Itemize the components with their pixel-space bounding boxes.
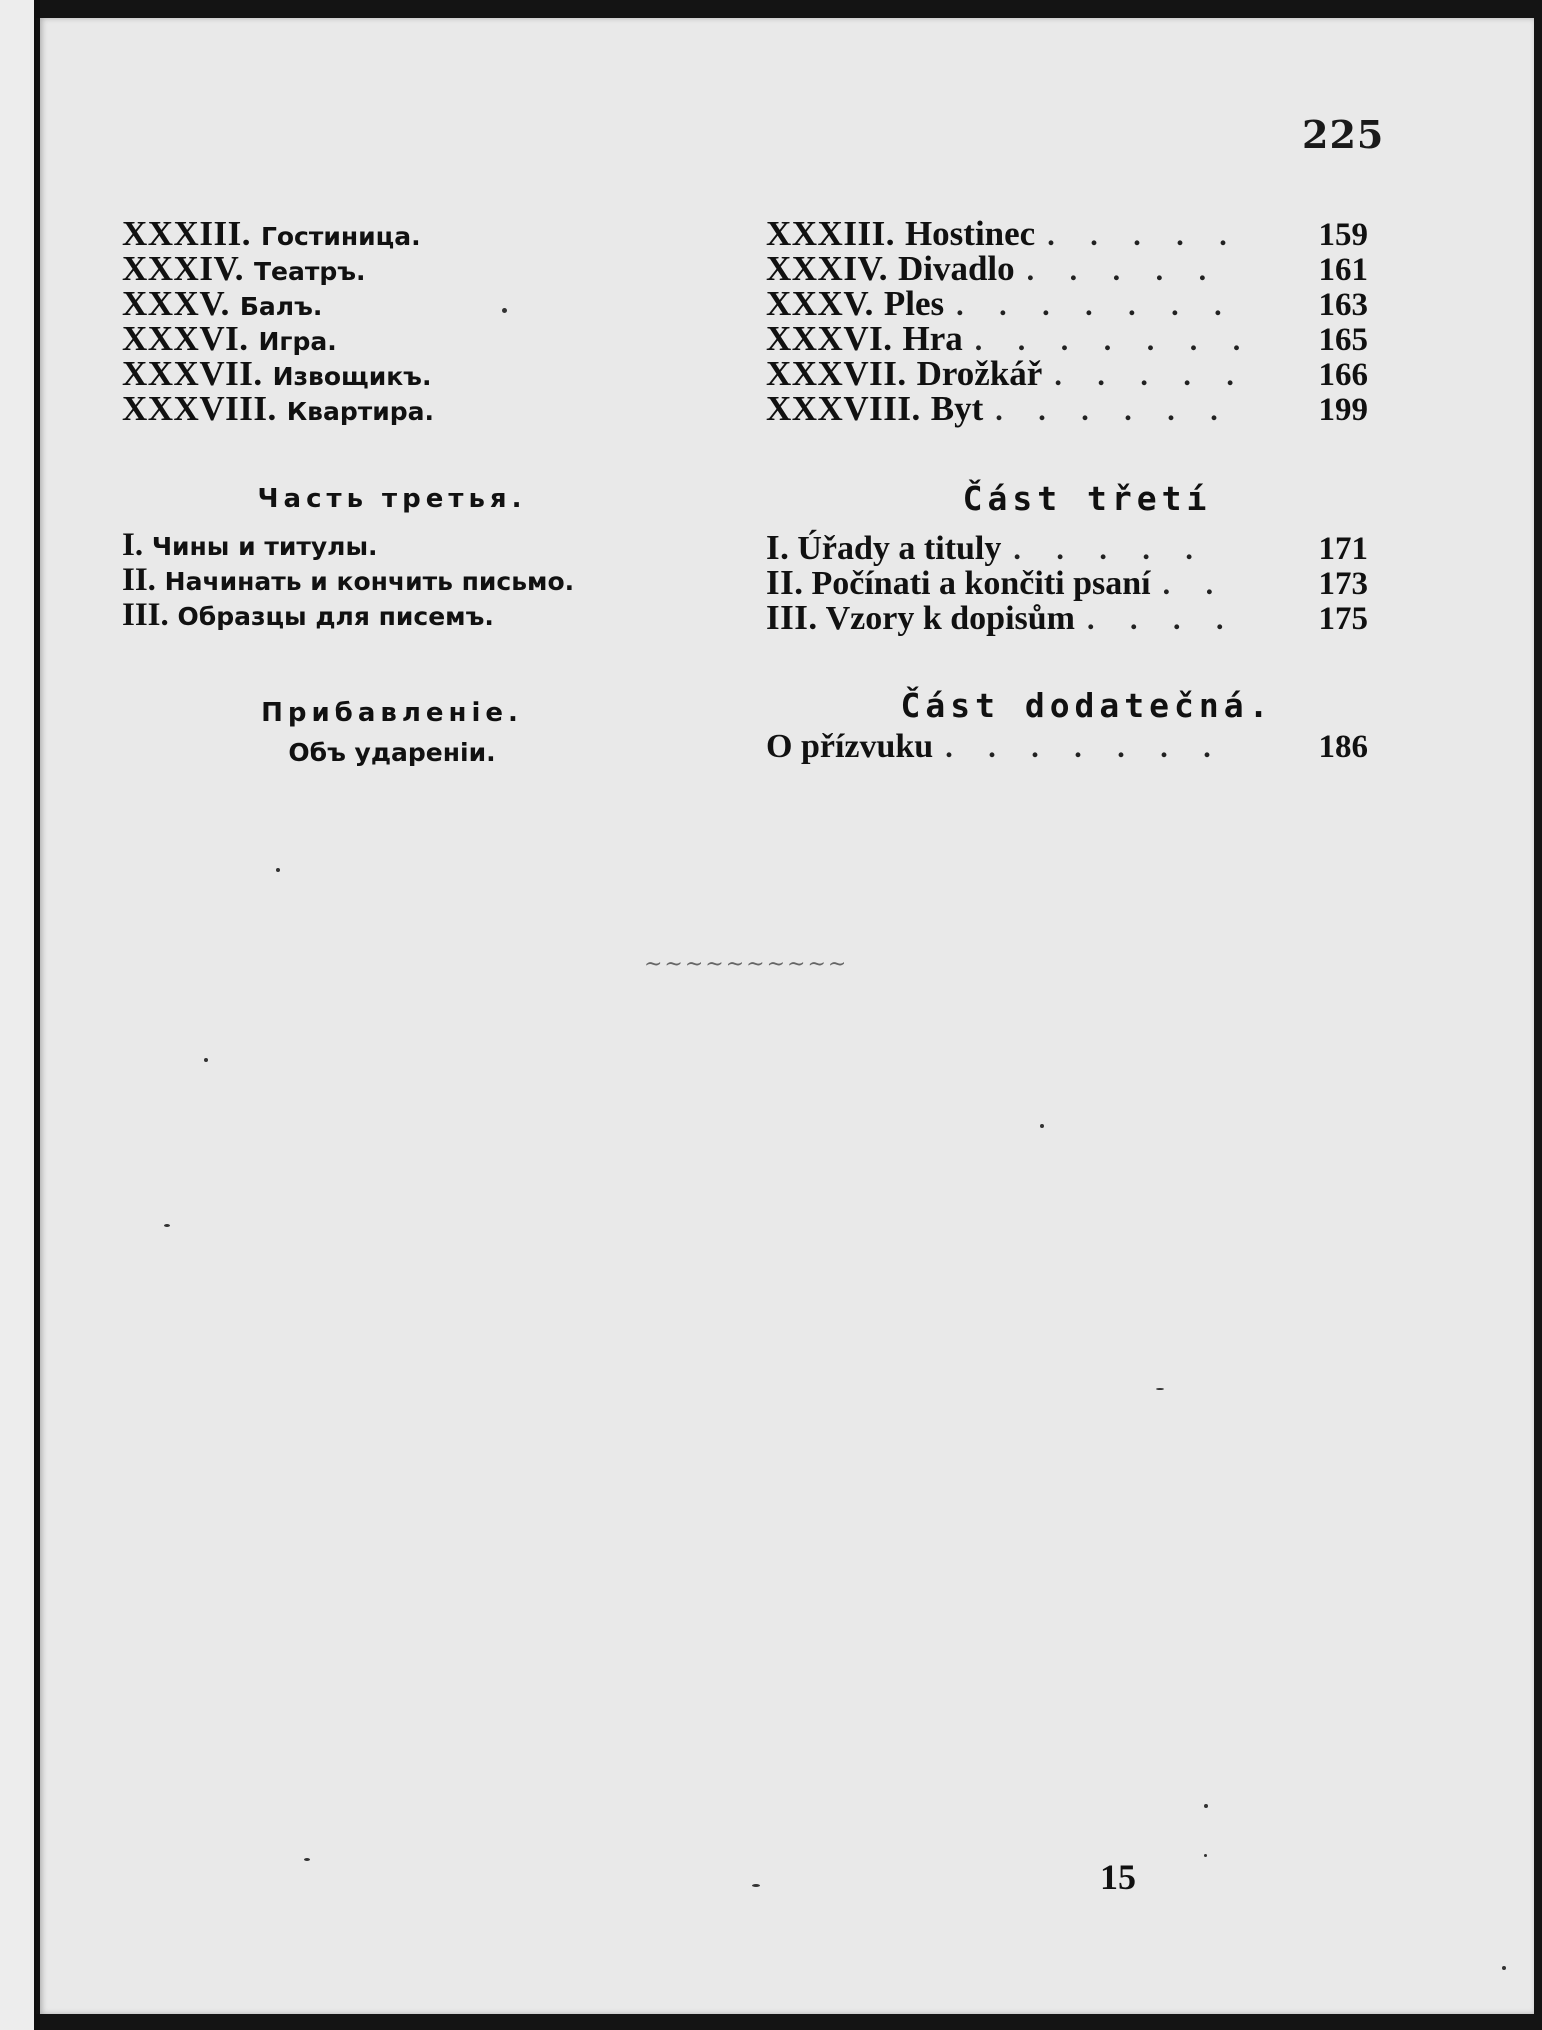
ru-entry-number: XXXIV. — [122, 249, 244, 288]
book-page — [36, 18, 1534, 2014]
leader-dots: . . . . . . . — [974, 324, 1255, 357]
ru-entry-title: Начинать и кончить письмо. — [164, 567, 575, 596]
cs-toc-entry — [766, 356, 1368, 391]
scan-speck — [164, 1224, 170, 1227]
cs-appendix-entry — [766, 729, 1368, 764]
scan-speck — [1204, 1854, 1207, 1857]
signature-mark: 15 — [1100, 1857, 1136, 1897]
ru-toc-entry — [122, 356, 662, 391]
cs-entry-page: 163 — [1318, 287, 1368, 323]
scan-speck — [1502, 1966, 1506, 1970]
cs-toc-entry — [766, 286, 1368, 321]
ru-entry-title: Извощикъ. — [272, 362, 432, 391]
ru-toc-entry — [122, 321, 662, 356]
ru-entry-number: XXXIII. — [122, 214, 251, 253]
cs-toc-entry — [766, 565, 1368, 600]
cs-entry-number: I. — [766, 528, 790, 567]
cs-entry-page: 186 — [1318, 729, 1368, 765]
cs-entry-number: III. — [766, 598, 818, 637]
cs-entry-page: 166 — [1318, 357, 1368, 393]
cs-entry-page: 165 — [1318, 322, 1368, 358]
ru-toc-entry — [122, 286, 662, 321]
cs-entry-page: 159 — [1318, 217, 1368, 253]
cs-entry-page: 199 — [1318, 392, 1368, 428]
cs-entry-number: XXXIII. — [766, 214, 895, 253]
ru-entry-title: Образцы для писемъ. — [177, 602, 494, 631]
end-ornament: ~~~~~~~~~~ — [644, 952, 849, 977]
ru-entry-title: Игра. — [258, 327, 337, 356]
cs-entry-number: XXXVIII. — [766, 389, 921, 428]
cs-entry-title: Hra — [902, 319, 963, 358]
ru-toc-entry — [122, 598, 662, 633]
leader-dots: . . . . . . . — [956, 289, 1236, 322]
cs-entry-page: 171 — [1318, 531, 1368, 567]
scan-speck — [1156, 1388, 1164, 1390]
ru-part3-heading: Часть третья. — [257, 484, 527, 514]
scan-speck — [502, 308, 507, 313]
ru-entry-title: Квартира. — [286, 397, 435, 426]
cs-entry-title: Vzory k dopisům — [825, 600, 1075, 637]
scan-speck — [304, 1858, 310, 1861]
ru-entry-title: Чины и титулы. — [151, 532, 378, 561]
ru-toc-entry — [122, 216, 662, 251]
cs-toc-entry — [766, 600, 1368, 635]
scan-speck — [1204, 1804, 1208, 1808]
ru-entry-number: XXXVI. — [122, 319, 249, 358]
cs-toc-entry — [766, 391, 1368, 426]
scan-left-edge — [0, 0, 40, 2030]
leader-dots: . . . . . — [1047, 219, 1241, 252]
ru-entry-title: Гостиница. — [260, 222, 421, 251]
cs-entry-title: Byt — [930, 389, 984, 428]
leader-dots: . . . . — [1087, 603, 1238, 636]
cs-entry-title: Počínati a končiti psaní — [811, 565, 1151, 602]
ru-entry-number: XXXVIII. — [122, 389, 277, 428]
cs-toc-entry — [766, 216, 1368, 251]
cs-entry-page: 175 — [1318, 601, 1368, 637]
page-number: 225 — [1302, 112, 1385, 157]
ru-entry-number: XXXVII. — [122, 354, 263, 393]
czech-chapter-list — [766, 216, 1368, 426]
cs-part3-list — [766, 530, 1368, 635]
ru-entry-number: XXXV. — [122, 284, 230, 323]
ru-part3-list — [122, 528, 662, 633]
cs-entry-title: Hostinec — [904, 214, 1036, 253]
cs-part3-heading: Část třetí — [962, 479, 1212, 518]
cs-entry-page: 161 — [1318, 252, 1368, 288]
cs-entry-title: Úřady a tituly — [797, 530, 1002, 567]
ru-toc-entry — [122, 391, 662, 426]
ru-entry-title: Театръ. — [253, 257, 366, 286]
ru-entry-number: III. — [122, 597, 169, 633]
cs-entry-number: XXXIV. — [766, 249, 888, 288]
scan-speck — [752, 1884, 760, 1887]
cs-entry-number: XXXVII. — [766, 354, 907, 393]
leader-dots: . . . . . — [1013, 533, 1207, 566]
scan-speck — [204, 1058, 208, 1062]
czech-toc-column — [766, 216, 1368, 764]
ru-appendix-heading: Прибавленіе. — [261, 698, 523, 728]
cs-appendix-heading: Část dodatečná. — [900, 686, 1274, 725]
ru-toc-entry — [122, 528, 662, 563]
cs-entry-number: II. — [766, 563, 804, 602]
ru-toc-entry — [122, 251, 662, 286]
leader-dots: . . . . . . . — [945, 731, 1225, 764]
ru-entry-title: Балъ. — [239, 292, 323, 321]
leader-dots: . . . . . — [1054, 359, 1248, 392]
leader-dots: . . . . . — [1026, 254, 1221, 287]
cs-entry-number: XXXVI. — [766, 319, 893, 358]
ru-appendix-entry: Объ удареніи. — [288, 738, 496, 767]
leader-dots: . . — [1162, 568, 1228, 601]
ru-toc-entry — [122, 563, 662, 598]
scan-speck — [1040, 1124, 1044, 1128]
russian-toc-column — [122, 216, 662, 773]
cs-entry-number: XXXV. — [766, 284, 874, 323]
cs-entry-title: Drožkář — [916, 354, 1043, 393]
leader-dots: . . . . . . — [995, 394, 1232, 427]
scan-speck — [276, 868, 280, 872]
cs-toc-entry — [766, 530, 1368, 565]
cs-entry-page: 173 — [1318, 566, 1368, 602]
russian-chapter-list — [122, 216, 662, 426]
cs-toc-entry — [766, 321, 1368, 356]
ru-entry-number: II. — [122, 562, 156, 598]
cs-entry-title: Divadlo — [897, 249, 1015, 288]
cs-toc-entry — [766, 251, 1368, 286]
ru-entry-number: I. — [122, 527, 144, 563]
cs-entry-title: O přízvuku — [766, 728, 934, 765]
cs-entry-title: Ples — [883, 284, 945, 323]
